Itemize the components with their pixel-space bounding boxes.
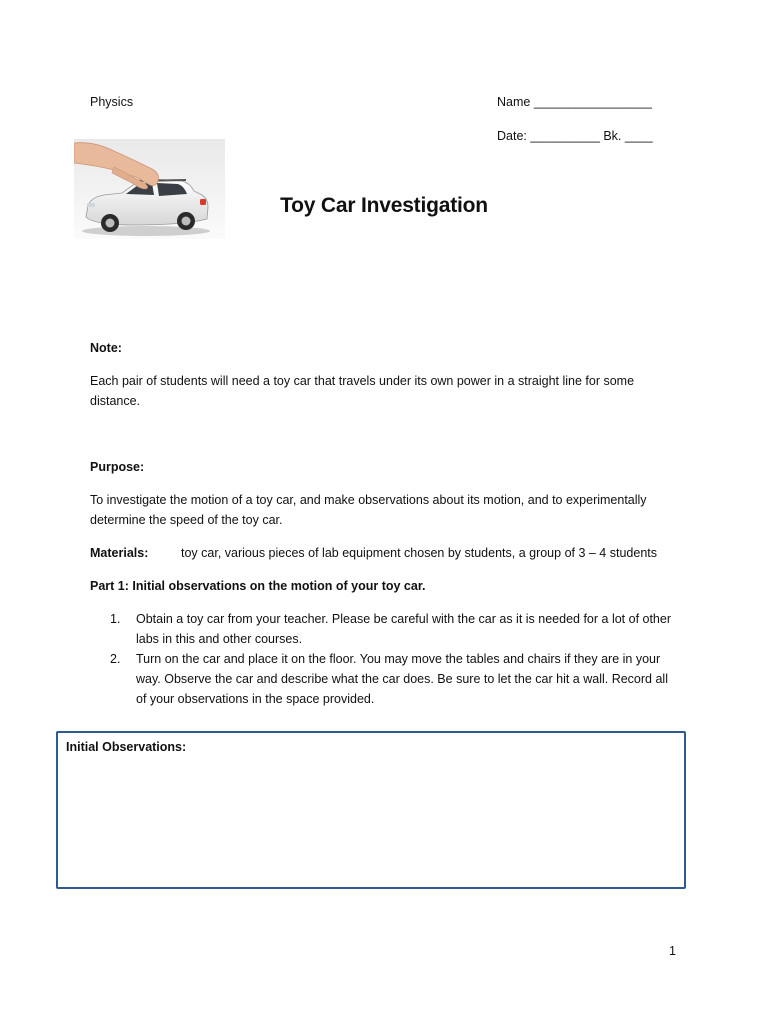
date-field-line: Date: __________ Bk. ____ (497, 129, 653, 143)
step-number: 1. (110, 612, 121, 626)
purpose-heading: Purpose: (90, 460, 145, 474)
step-number: 2. (110, 652, 121, 666)
materials-line (90, 543, 690, 563)
subject-label: Physics (90, 95, 134, 109)
steps-list (110, 609, 680, 709)
materials-text: toy car, various pieces of lab equipment chosen by students, a group of 3 – 4 students (181, 546, 657, 560)
list-item (110, 609, 680, 649)
materials-label: Materials: (90, 546, 149, 560)
name-field-line: Name _________________ (497, 95, 652, 109)
page-title: Toy Car Investigation (280, 194, 488, 217)
step-text: Obtain a toy car from your teacher. Please be careful with the car as it is needed for a lot of other labs in this and other courses. (136, 612, 672, 646)
note-heading: Note: (90, 341, 122, 355)
observations-label: Initial Observations: (66, 740, 187, 754)
toy-car-photo (74, 139, 225, 239)
list-item (110, 649, 680, 709)
purpose-text: To investigate the motion of a toy car, and make observations about its motion, and to experimentally determine the speed of the toy car. (90, 493, 647, 527)
page-number: 1 (669, 944, 676, 958)
step-text: Turn on the car and place it on the floor. You may move the tables and chairs if they are in your way. Observe the car and describe what the car does. Be sure to let the car hit a wall. Record all of your observations in the space provided. (136, 652, 668, 706)
note-text: Each pair of students will need a toy car that travels under its own power in a straight line for some distance. (90, 374, 635, 408)
part1-heading: Part 1: Initial observations on the motion of your toy car. (90, 579, 426, 593)
observations-box[interactable] (56, 731, 686, 889)
